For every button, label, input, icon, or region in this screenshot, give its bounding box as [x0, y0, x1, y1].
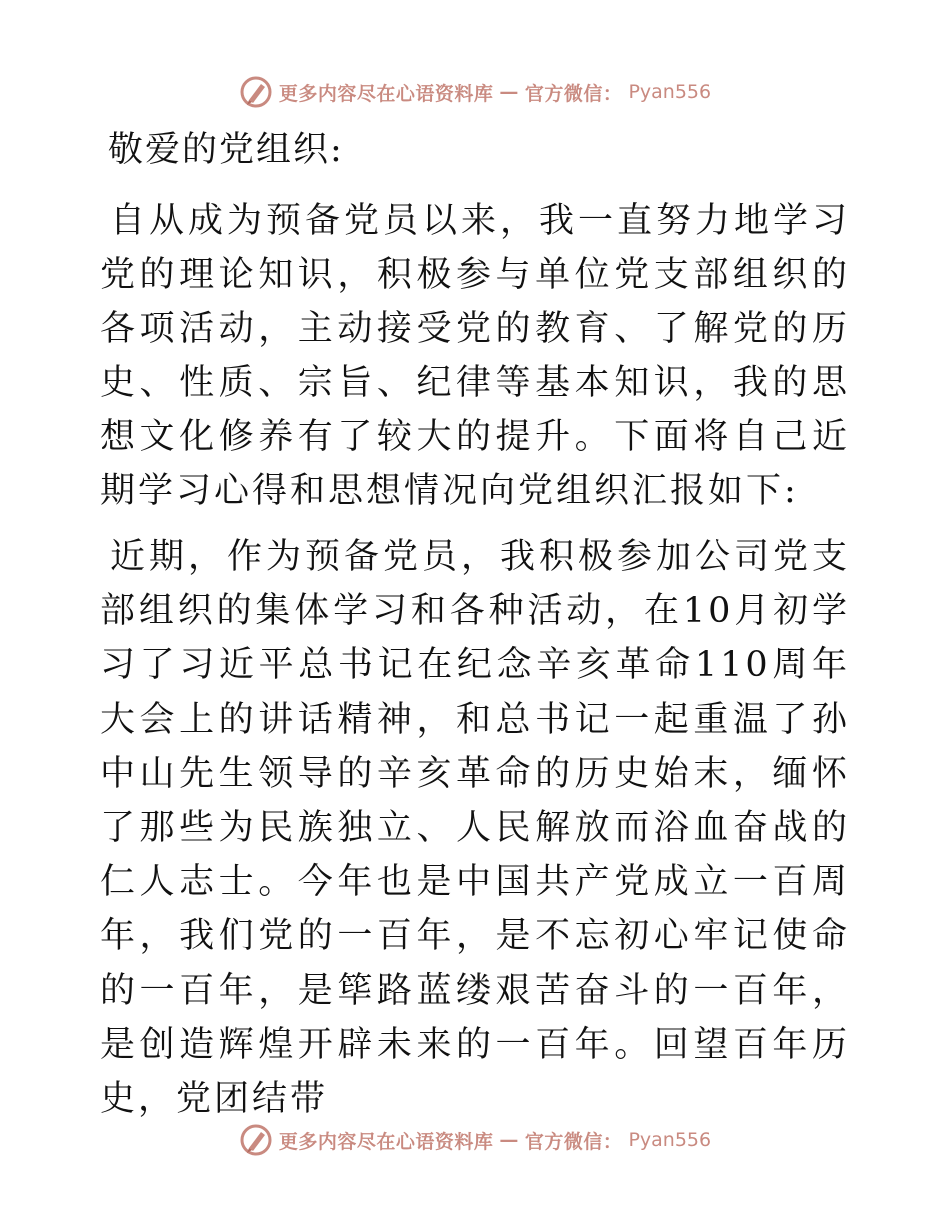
pen-logo-icon: [239, 75, 273, 109]
watermark-id: Pyan556: [628, 1129, 712, 1151]
salutation: 敬爱的党组织:: [108, 130, 344, 170]
watermark-separator: —: [499, 1129, 519, 1151]
watermark-label: 官方微信：: [524, 82, 623, 105]
watermark-separator: —: [499, 81, 519, 103]
pen-logo-icon: [239, 1123, 273, 1157]
watermark-id: Pyan556: [628, 81, 712, 103]
watermark-text: 更多内容尽在心语资料库: [278, 1130, 494, 1153]
paragraph-2: 近期，作为预备党员，我积极参加公司党支部组织的集体学习和各种活动，在10月初学习了习近平总书记在纪念辛亥革命110周年大会上的讲话精神，和总书记一起重温了孙中山先生领导的辛亥革命的历史始末，缅怀了那些为民族独立、人民解放而浴血奋战的仁人志士。今年也是中国共产党成立一百周年，我们党的一百年，是不忘初心牢记使命的一百年，是筚路蓝缕艰苦奋斗的一百年，是创造辉煌开辟未来的一百年。回望百年历史，党团结带: [100, 537, 850, 1120]
paragraph-1: 自从成为预备党员以来，我一直努力地学习党的理论知识，积极参与单位党支部组织的各项活动，主动接受党的教育、了解党的历史、性质、宗旨、纪律等基本知识，我的思想文化修养有了较大的提升。下面将自己近期学习心得和思想情况向党组织汇报如下:: [100, 201, 850, 511]
watermark-footer: [0, 1120, 950, 1160]
watermark-label: 官方微信：: [524, 1130, 623, 1153]
watermark-text: 更多内容尽在心语资料库: [278, 82, 494, 105]
watermark-header: [0, 72, 950, 112]
document-body: [100, 120, 850, 1138]
